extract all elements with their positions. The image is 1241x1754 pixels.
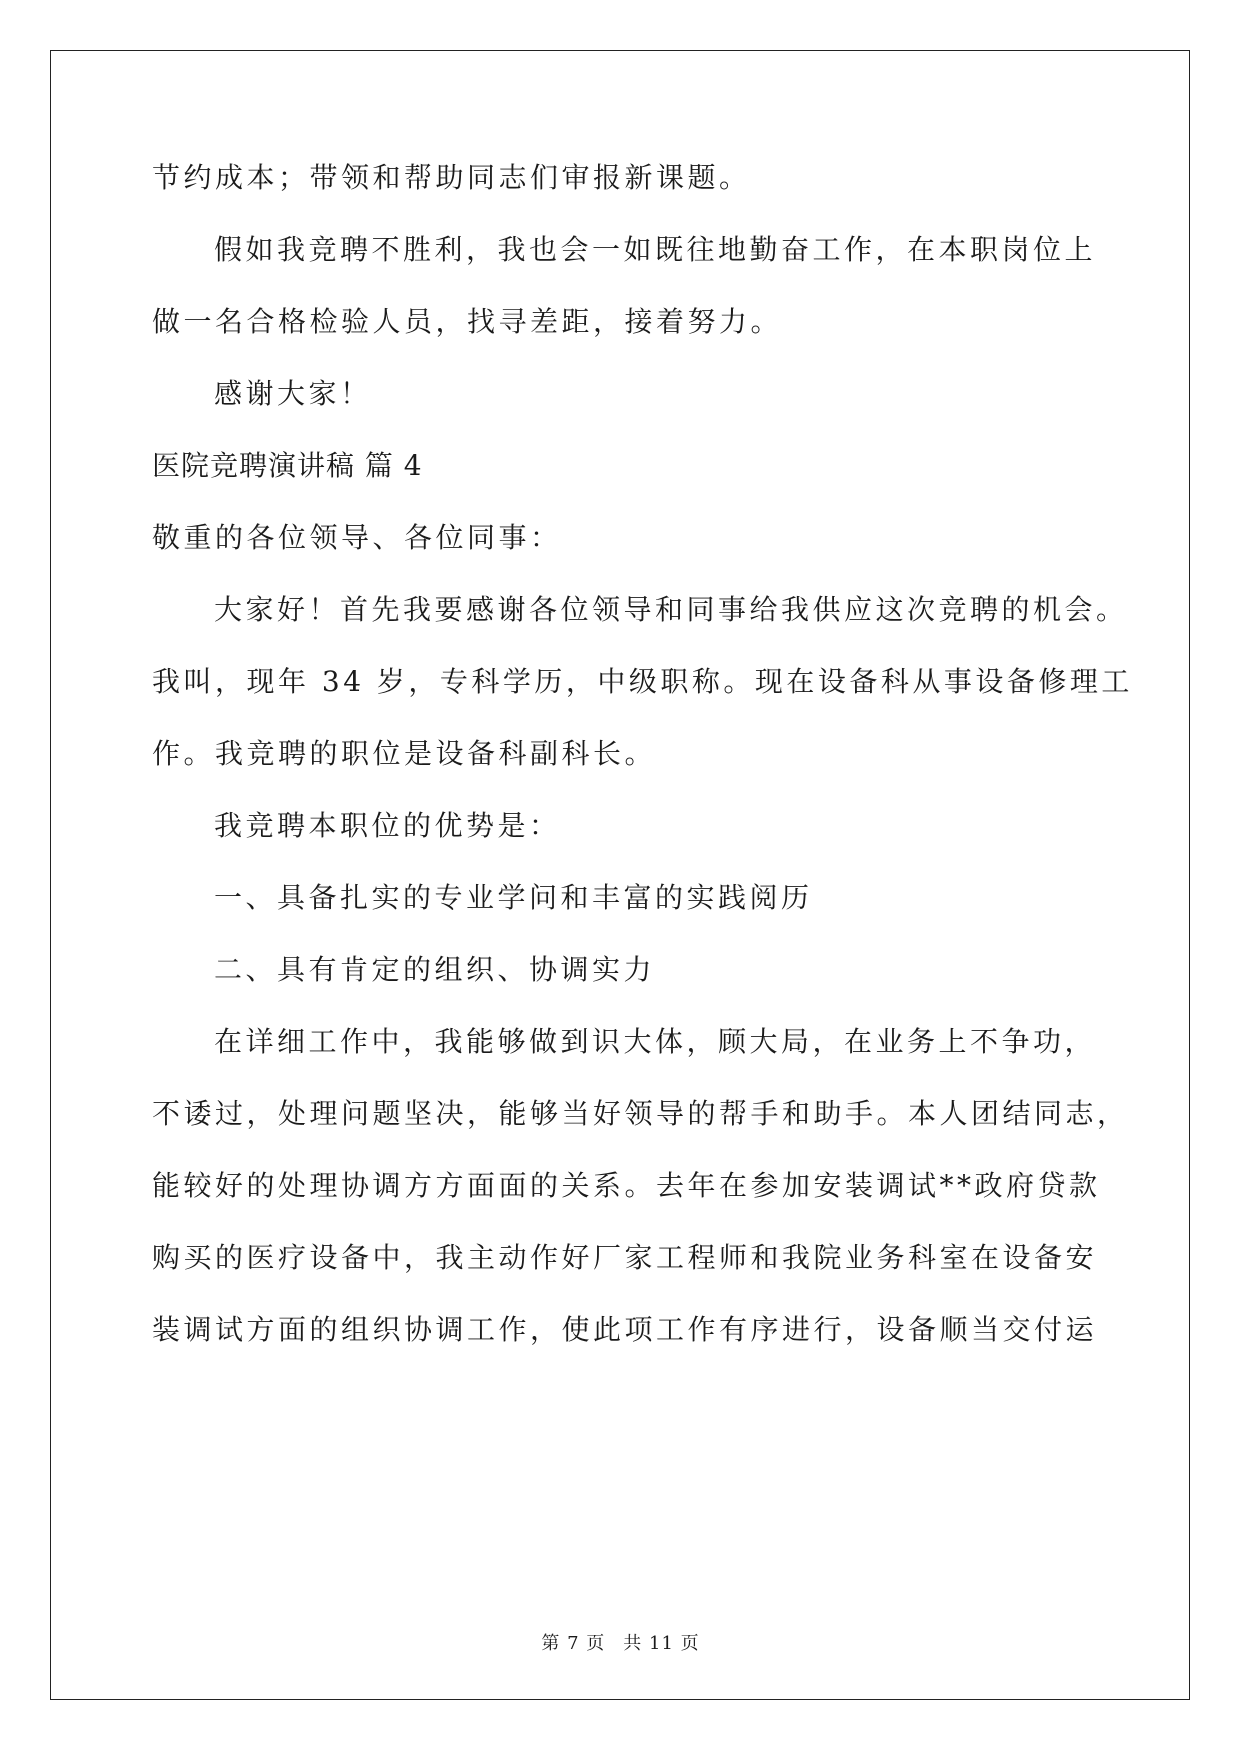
salutation: 敬重的各位领导、各位同事： xyxy=(152,521,562,554)
text-line: 节约成本；带领和帮助同志们审报新课题。 xyxy=(152,161,751,194)
paragraph-line: 我竞聘本职位的优势是： xyxy=(214,809,561,842)
page-border xyxy=(50,50,1190,1700)
paragraph-line: 感谢大家！ xyxy=(214,377,372,410)
list-item: 一、具备扎实的专业学问和丰富的实践阅历 xyxy=(214,881,813,914)
text-line: 购买的医疗设备中，我主动作好厂家工程师和我院业务科室在设备安 xyxy=(152,1241,1098,1274)
text-line: 能较好的处理协调方方面面的关系。去年在参加安装调试**政府贷款 xyxy=(152,1169,1101,1202)
page-footer xyxy=(0,1632,1241,1656)
text-line: 作。我竞聘的职位是设备科副科长。 xyxy=(152,737,657,770)
page-number: 第 7 页 xyxy=(541,1633,606,1654)
text-line: 装调试方面的组织协调工作，使此项工作有序进行，设备顺当交付运 xyxy=(152,1313,1098,1346)
paragraph-line: 假如我竞聘不胜利，我也会一如既往地勤奋工作，在本职岗位上 xyxy=(214,233,1097,266)
page-total: 共 11 页 xyxy=(623,1633,700,1654)
section-heading: 医院竞聘演讲稿 篇 4 xyxy=(152,449,423,482)
paragraph-line: 大家好！首先我要感谢各位领导和同事给我供应这次竞聘的机会。 xyxy=(214,593,1128,626)
text-line: 不诿过，处理问题坚决，能够当好领导的帮手和助手。本人团结同志， xyxy=(152,1097,1129,1130)
text-line: 我叫，现年 34 岁，专科学历，中级职称。现在设备科从事设备修理工 xyxy=(152,665,1133,698)
list-item: 二、具有肯定的组织、协调实力 xyxy=(214,953,656,986)
text-line: 做一名合格检验人员，找寻差距，接着努力。 xyxy=(152,305,783,338)
paragraph-line: 在详细工作中，我能够做到识大体，顾大局，在业务上不争功， xyxy=(214,1025,1097,1058)
